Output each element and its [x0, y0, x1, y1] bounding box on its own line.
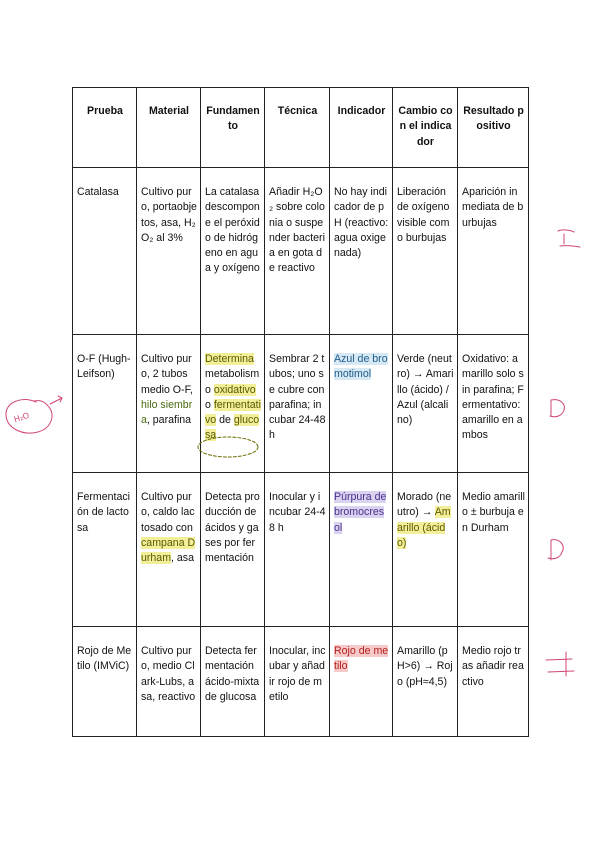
material-text: Cultivo puro, caldo lactosado con	[141, 491, 195, 534]
fundamento-text-2: o	[205, 398, 214, 411]
indicador-highlight: Púrpura de bromocresol	[334, 491, 387, 534]
table-row-of	[73, 335, 529, 473]
cell-cambio: Verde (neutro) → Amarillo (ácido) / Azul (alcalino)	[393, 335, 458, 473]
cell-resultado: Medio rojo tras añadir reactivo	[458, 627, 529, 737]
pen-mark-2	[550, 400, 564, 417]
cell-fundamento	[201, 335, 265, 473]
header-cambio: Cambio con el indicador	[393, 88, 458, 168]
header-fundamento: Fundamento	[201, 88, 265, 168]
cell-indicador	[330, 335, 393, 473]
cell-prueba: Fermentación de lactosa	[73, 473, 137, 627]
material-text: Cultivo puro, 2 tubos medio O-F,	[141, 353, 193, 396]
pen-mark-3	[548, 540, 563, 560]
fundamento-highlight-1: Determina	[205, 353, 254, 365]
material-text-end: , asa	[171, 552, 194, 565]
cell-resultado: Oxidativo: amarillo solo sin parafina; Fermentativo: amarillo en ambos	[458, 335, 529, 473]
header-resultado: Resultado positivo	[458, 88, 529, 168]
circle-note-text: H₂O	[12, 410, 31, 425]
header-indicador: Indicador	[330, 88, 393, 168]
lab-tests-table	[72, 87, 529, 737]
material-text-end: , parafina	[146, 414, 192, 427]
cambio-highlight: Amarillo (ácido)	[397, 506, 451, 549]
cell-tecnica: Inocular y incubar 24-48 h	[265, 473, 330, 627]
cell-fundamento: La catalasa descompone el peróxido de hidrógeno en agua y oxígeno	[201, 168, 265, 335]
cell-prueba: Rojo de Metilo (IMViC)	[73, 627, 137, 737]
table-row-rojo-metilo	[73, 627, 529, 737]
pen-mark-4	[546, 652, 574, 676]
pen-arrow	[50, 396, 62, 404]
cell-tecnica: Inocular, incubar y añadir rojo de metilo	[265, 627, 330, 737]
cell-material	[137, 335, 201, 473]
cell-material	[137, 473, 201, 627]
cell-material: Cultivo puro, medio Clark-Lubs, asa, reactivo	[137, 627, 201, 737]
cell-fundamento: Detecta producción de ácidos y gases por fermentación	[201, 473, 265, 627]
fundamento-highlight-3: fermentativo	[205, 398, 261, 427]
header-prueba: Prueba	[73, 88, 137, 168]
table-header-row	[73, 88, 529, 168]
material-highlight: campana Durham	[141, 536, 196, 565]
cell-indicador: No hay indicador de pH (reactivo: agua oxigenada)	[330, 168, 393, 335]
fundamento-highlight-2: oxidativo	[213, 383, 256, 396]
indicador-highlight: Azul de bromotimol	[334, 353, 388, 381]
cell-resultado: Medio amarillo ± burbuja en Durham	[458, 473, 529, 627]
pen-circle	[6, 400, 52, 433]
cell-cambio: Amarillo (pH>6) → Rojo (pH≈4,5)	[393, 627, 458, 737]
indicador-highlight: Rojo de metilo	[334, 645, 389, 673]
cell-resultado: Aparición inmediata de burbujas	[458, 168, 529, 335]
cell-indicador	[330, 627, 393, 737]
cell-indicador	[330, 473, 393, 627]
cell-cambio	[393, 473, 458, 627]
table-row-lactosa	[73, 473, 529, 627]
fundamento-text-3: de	[216, 414, 234, 427]
cell-tecnica: Sembrar 2 tubos; uno se cubre con parafina; incubar 24-48 h	[265, 335, 330, 473]
fundamento-text: metabolismo	[205, 368, 260, 396]
cell-tecnica: Añadir H₂O₂ sobre colonia o suspender bacteria en gota de reactivo	[265, 168, 330, 335]
fundamento-highlight-4: glucosa	[205, 414, 260, 442]
material-highlight: hilo siembra	[141, 398, 193, 427]
cell-cambio: Liberación de oxígeno visible como burbujas	[393, 168, 458, 335]
cell-fundamento: Detecta fermentación ácido-mixta de glucosa	[201, 627, 265, 737]
cambio-text: Morado (neutro) →	[397, 491, 452, 519]
header-tecnica: Técnica	[265, 88, 330, 168]
header-material: Material	[137, 88, 201, 168]
table-row-catalasa	[73, 168, 529, 335]
cell-prueba: Catalasa	[73, 168, 137, 335]
cell-material: Cultivo puro, portaobjetos, asa, H₂O₂ al 3%	[137, 168, 201, 335]
pen-mark-1	[558, 230, 580, 247]
cell-prueba: O-F (Hugh-Leifson)	[73, 335, 137, 473]
